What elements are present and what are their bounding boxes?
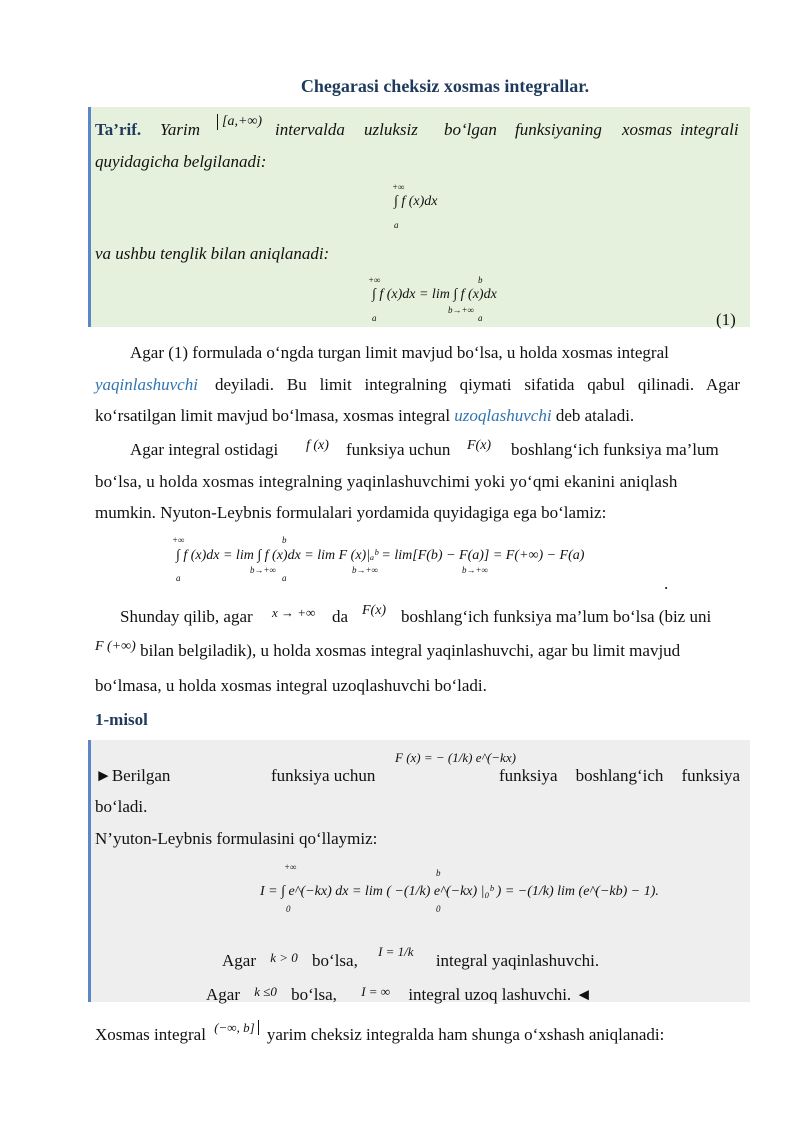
word-yarim: Yarim bbox=[160, 120, 201, 139]
text: da bbox=[332, 607, 349, 626]
para2-line-3: mumkin. Nyuton-Leybnis formulalari yordamida quyidagiga ega bo‘lamiz: bbox=[95, 503, 607, 522]
math-fx: f (x) bbox=[306, 438, 329, 453]
example-line-2: bo‘ladi. bbox=[95, 797, 148, 816]
text: funksiya uchun bbox=[271, 766, 376, 785]
example-expression: I = ∫ e^(−kx) dx = lim ( −(1/k) e^(−kx) |₀ᵇ ) = −(1/k) lim (e^(−kb) − 1). bbox=[260, 884, 659, 899]
definition-label: Ta’rif. bbox=[95, 120, 142, 139]
text: Agar bbox=[222, 951, 256, 970]
para3-line-3: bo‘lmasa, u holda xosmas integral uzoqlashuvchi bo‘ladi. bbox=[95, 676, 487, 695]
integral-expression: ∫ f (x)dx bbox=[394, 194, 438, 209]
word: integrali bbox=[680, 120, 739, 139]
example-heading: 1-misol bbox=[95, 710, 148, 729]
para2-line-1 bbox=[130, 440, 740, 460]
text: bilan belgiladik), u holda xosmas integral yaqinlashuvchi, agar bu limit mavjud bbox=[140, 641, 681, 660]
math-interval-neg-inf-b: (−∞, b] bbox=[214, 1020, 258, 1035]
formula-improper-integral bbox=[390, 182, 470, 232]
formula-definition: +∞ b ∫ f (x)dx = lim ∫ f (x)dx a b→+∞ a bbox=[368, 275, 497, 323]
newton-leibniz-formula: +∞ b ∫ f (x)dx = lim ∫ f (x)dx = lim F (x)|ₐᵇ = lim[F(b) − F(a)] = F(+∞) − F(a) a b→+∞ a b→+∞ b→+∞ bbox=[172, 535, 585, 583]
lim-subscript: b→+∞ bbox=[448, 305, 474, 315]
math-I-inf: I = ∞ bbox=[361, 984, 391, 999]
nl-expression: ∫ f (x)dx = lim ∫ f (x)dx = lim F (x)|ₐᵇ = lim[F(b) − F(a)] = F(+∞) − F(a) bbox=[176, 548, 585, 563]
example-line-3: N’yuton-Leybnis formulasini qo‘llaymiz: bbox=[95, 829, 378, 848]
definition-expression: ∫ f (x)dx = lim ∫ f (x)dx bbox=[372, 287, 497, 302]
interval-a-inf: [a,+∞) bbox=[217, 114, 262, 130]
text: integral uzoq lashuvchi. ◄ bbox=[408, 985, 593, 1004]
word: uzluksiz bbox=[364, 120, 418, 139]
text: funksiya boshlang‘ich funksiya bbox=[499, 766, 740, 785]
definition-line-1 bbox=[95, 114, 740, 140]
example-line-1 bbox=[95, 750, 740, 786]
math-Fx: F(x) bbox=[362, 603, 387, 618]
definition-line-2: quyidagicha belgilanadi: bbox=[95, 152, 267, 171]
para1-line-3 bbox=[95, 406, 634, 426]
text: ko‘rsatilgan limit mavjud bo‘lmasa, xosmas integral bbox=[95, 406, 451, 425]
lower-limit: a bbox=[394, 220, 399, 230]
text: funksiya uchun bbox=[346, 440, 451, 459]
text: bo‘lsa, bbox=[291, 985, 337, 1004]
example-formula: +∞ I = ∫ e^(−kx) dx = lim ( −(1/k) e^(−kx) |₀ᵇ ) = −(1/k) lim (e^(−kb) − 1). 0 b 0 bbox=[260, 862, 659, 914]
word: funksiyaning bbox=[515, 120, 602, 139]
para3-line-1 bbox=[120, 603, 740, 627]
para2-line-2: bo‘lsa, u holda xosmas integralning yaqinlashuvchimi yoki yo‘qmi ekanini aniqlash bbox=[95, 472, 678, 491]
para1-line-2-rest: deyiladi. Bu limit integralning qiymati sifatida qabul qilinadi. Agar bbox=[215, 375, 740, 394]
para3-line-2 bbox=[95, 641, 680, 661]
math-x-to-inf: x → +∞ bbox=[272, 605, 316, 620]
term-diverging: uzoqlashuvchi bbox=[454, 406, 552, 425]
term-converging: yaqinlashuvchi bbox=[95, 375, 198, 394]
para1-line-2 bbox=[95, 375, 740, 395]
text: integral yaqinlashuvchi. bbox=[435, 951, 600, 970]
upper-limit: +∞ bbox=[392, 182, 405, 192]
case-1 bbox=[222, 944, 600, 971]
text: bo‘lsa, bbox=[312, 951, 358, 970]
math-k-positive: k > 0 bbox=[270, 950, 298, 965]
text: Agar bbox=[206, 985, 240, 1004]
definition-line-3: va ushbu tenglik bilan aniqlanadi: bbox=[95, 244, 330, 263]
para1-line-1: Agar (1) formulada o‘ngda turgan limit mavjud bo‘lsa, u holda xosmas integral bbox=[130, 343, 669, 362]
word: bo‘lgan bbox=[444, 120, 497, 139]
page-title: Chegarasi cheksiz xosmas integrallar. bbox=[300, 76, 590, 96]
text: ►Berilgan bbox=[95, 766, 171, 785]
math-I-value: I = 1/k bbox=[378, 944, 414, 959]
text: Shunday qilib, agar bbox=[120, 607, 253, 626]
math-F-inf: F (+∞) bbox=[95, 639, 136, 654]
text: yarim cheksiz integralda ham shunga o‘xshash aniqlanadi: bbox=[266, 1025, 665, 1044]
text: boshlang‘ich funksiya ma’lum bbox=[511, 440, 719, 459]
text: Xosmas integral bbox=[95, 1025, 206, 1044]
text: Agar integral ostidagi bbox=[130, 440, 279, 459]
last-line bbox=[95, 1020, 665, 1045]
word: xosmas bbox=[622, 120, 673, 139]
case-2 bbox=[206, 985, 592, 1005]
text: boshlang‘ich funksiya ma’lum bo‘lsa (biz uni bbox=[401, 607, 712, 626]
equation-number: (1) bbox=[716, 310, 736, 329]
math-Fx: F(x) bbox=[467, 438, 492, 453]
word: intervalda bbox=[275, 120, 345, 139]
text: deb ataladi. bbox=[555, 406, 635, 425]
math-k-nonpositive: k ≤0 bbox=[254, 984, 277, 999]
math-antiderivative: F (x) = − (1/k) e^(−kx) bbox=[395, 750, 516, 765]
